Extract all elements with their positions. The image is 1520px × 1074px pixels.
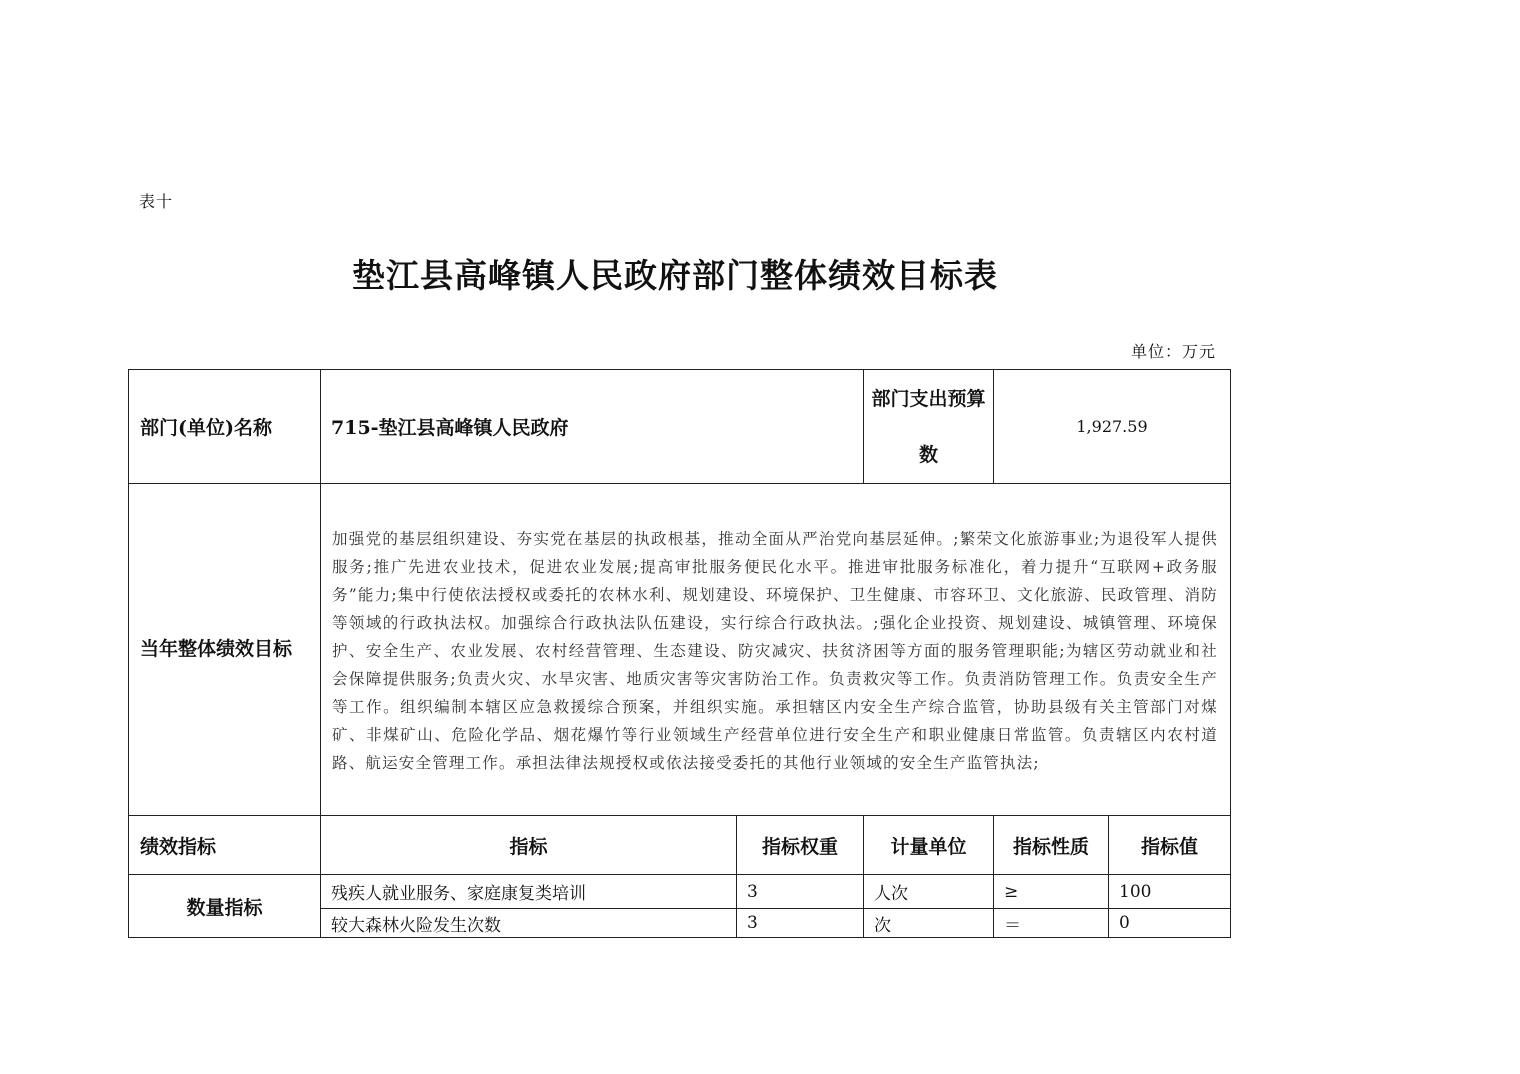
table-number-label: 表十 <box>139 192 174 211</box>
budget-value: 1,927.59 <box>994 370 1231 484</box>
indicator-unit: 次 <box>864 909 994 938</box>
indicator-weight: 3 <box>737 875 864 909</box>
column-header-value: 指标值 <box>1109 816 1231 875</box>
department-row <box>129 370 1231 484</box>
column-header-unit: 计量单位 <box>864 816 994 875</box>
indicator-category: 数量指标 <box>129 875 321 938</box>
indicator-header-row <box>129 816 1231 875</box>
indicator-nature: ≥ <box>994 875 1109 909</box>
indicator-weight: 3 <box>737 909 864 938</box>
document-title: 垫江县高峰镇人民政府部门整体绩效目标表 <box>352 256 998 295</box>
column-header-nature: 指标性质 <box>994 816 1109 875</box>
annual-goal-text: 加强党的基层组织建设、夯实党在基层的执政根基，推动全面从严治党向基层延伸。;繁荣文化旅游事业;为退役军人提供服务;推广先进农业技术，促进农业发展;提高审批服务便民化水平。推进审批服务标准化，着力提升“互联网+政务服务”能力;集中行使依法授权或委托的农林水利、规划建设、环境保护、卫生健康、市容环卫、文化旅游、民政管理、消防等领域的行政执法权。加强综合行政执法队伍建设，实行综合行政执法。;强化企业投资、规划建设、城镇管理、环境保护、安全生产、农业发展、农村经营管理、生态建设、防灾减灾、扶贫济困等方面的服务管理职能;为辖区劳动就业和社会保障提供服务;负责火灾、水旱灾害、地质灾害等灾害防治工作。负责救灾等工作。负责消防管理工作。负责安全生产等工作。组织编制本辖区应急救援综合预案，并组织实施。承担辖区内安全生产综合监管，协助县级有关主管部门对煤矿、非煤矿山、危险化学品、烟花爆竹等行业领域生产经营单位进行安全生产和职业健康日常监管。负责辖区内农村道路、航运安全管理工作。承担法律法规授权或依法接受委托的其他行业领域的安全生产监管执法; <box>321 484 1231 816</box>
department-name-value: 715-垫江县高峰镇人民政府 <box>321 370 864 484</box>
indicator-value: 0 <box>1109 909 1231 938</box>
unit-note: 单位：万元 <box>1131 342 1217 361</box>
table-row <box>129 875 1231 909</box>
indicator-unit: 人次 <box>864 875 994 909</box>
indicator-nature: ＝ <box>994 909 1109 938</box>
column-header-weight: 指标权重 <box>737 816 864 875</box>
performance-target-table <box>128 369 1231 938</box>
department-name-label: 部门(单位)名称 <box>129 370 321 484</box>
indicator-name: 残疾人就业服务、家庭康复类培训 <box>321 875 737 909</box>
indicator-value: 100 <box>1109 875 1231 909</box>
annual-goal-label: 当年整体绩效目标 <box>129 484 321 816</box>
column-header-indicator: 指标 <box>321 816 737 875</box>
budget-label: 部门支出预算数 <box>864 370 994 484</box>
annual-goal-row <box>129 484 1231 816</box>
indicator-section-label: 绩效指标 <box>129 816 321 875</box>
indicator-name: 较大森林火险发生次数 <box>321 909 737 938</box>
